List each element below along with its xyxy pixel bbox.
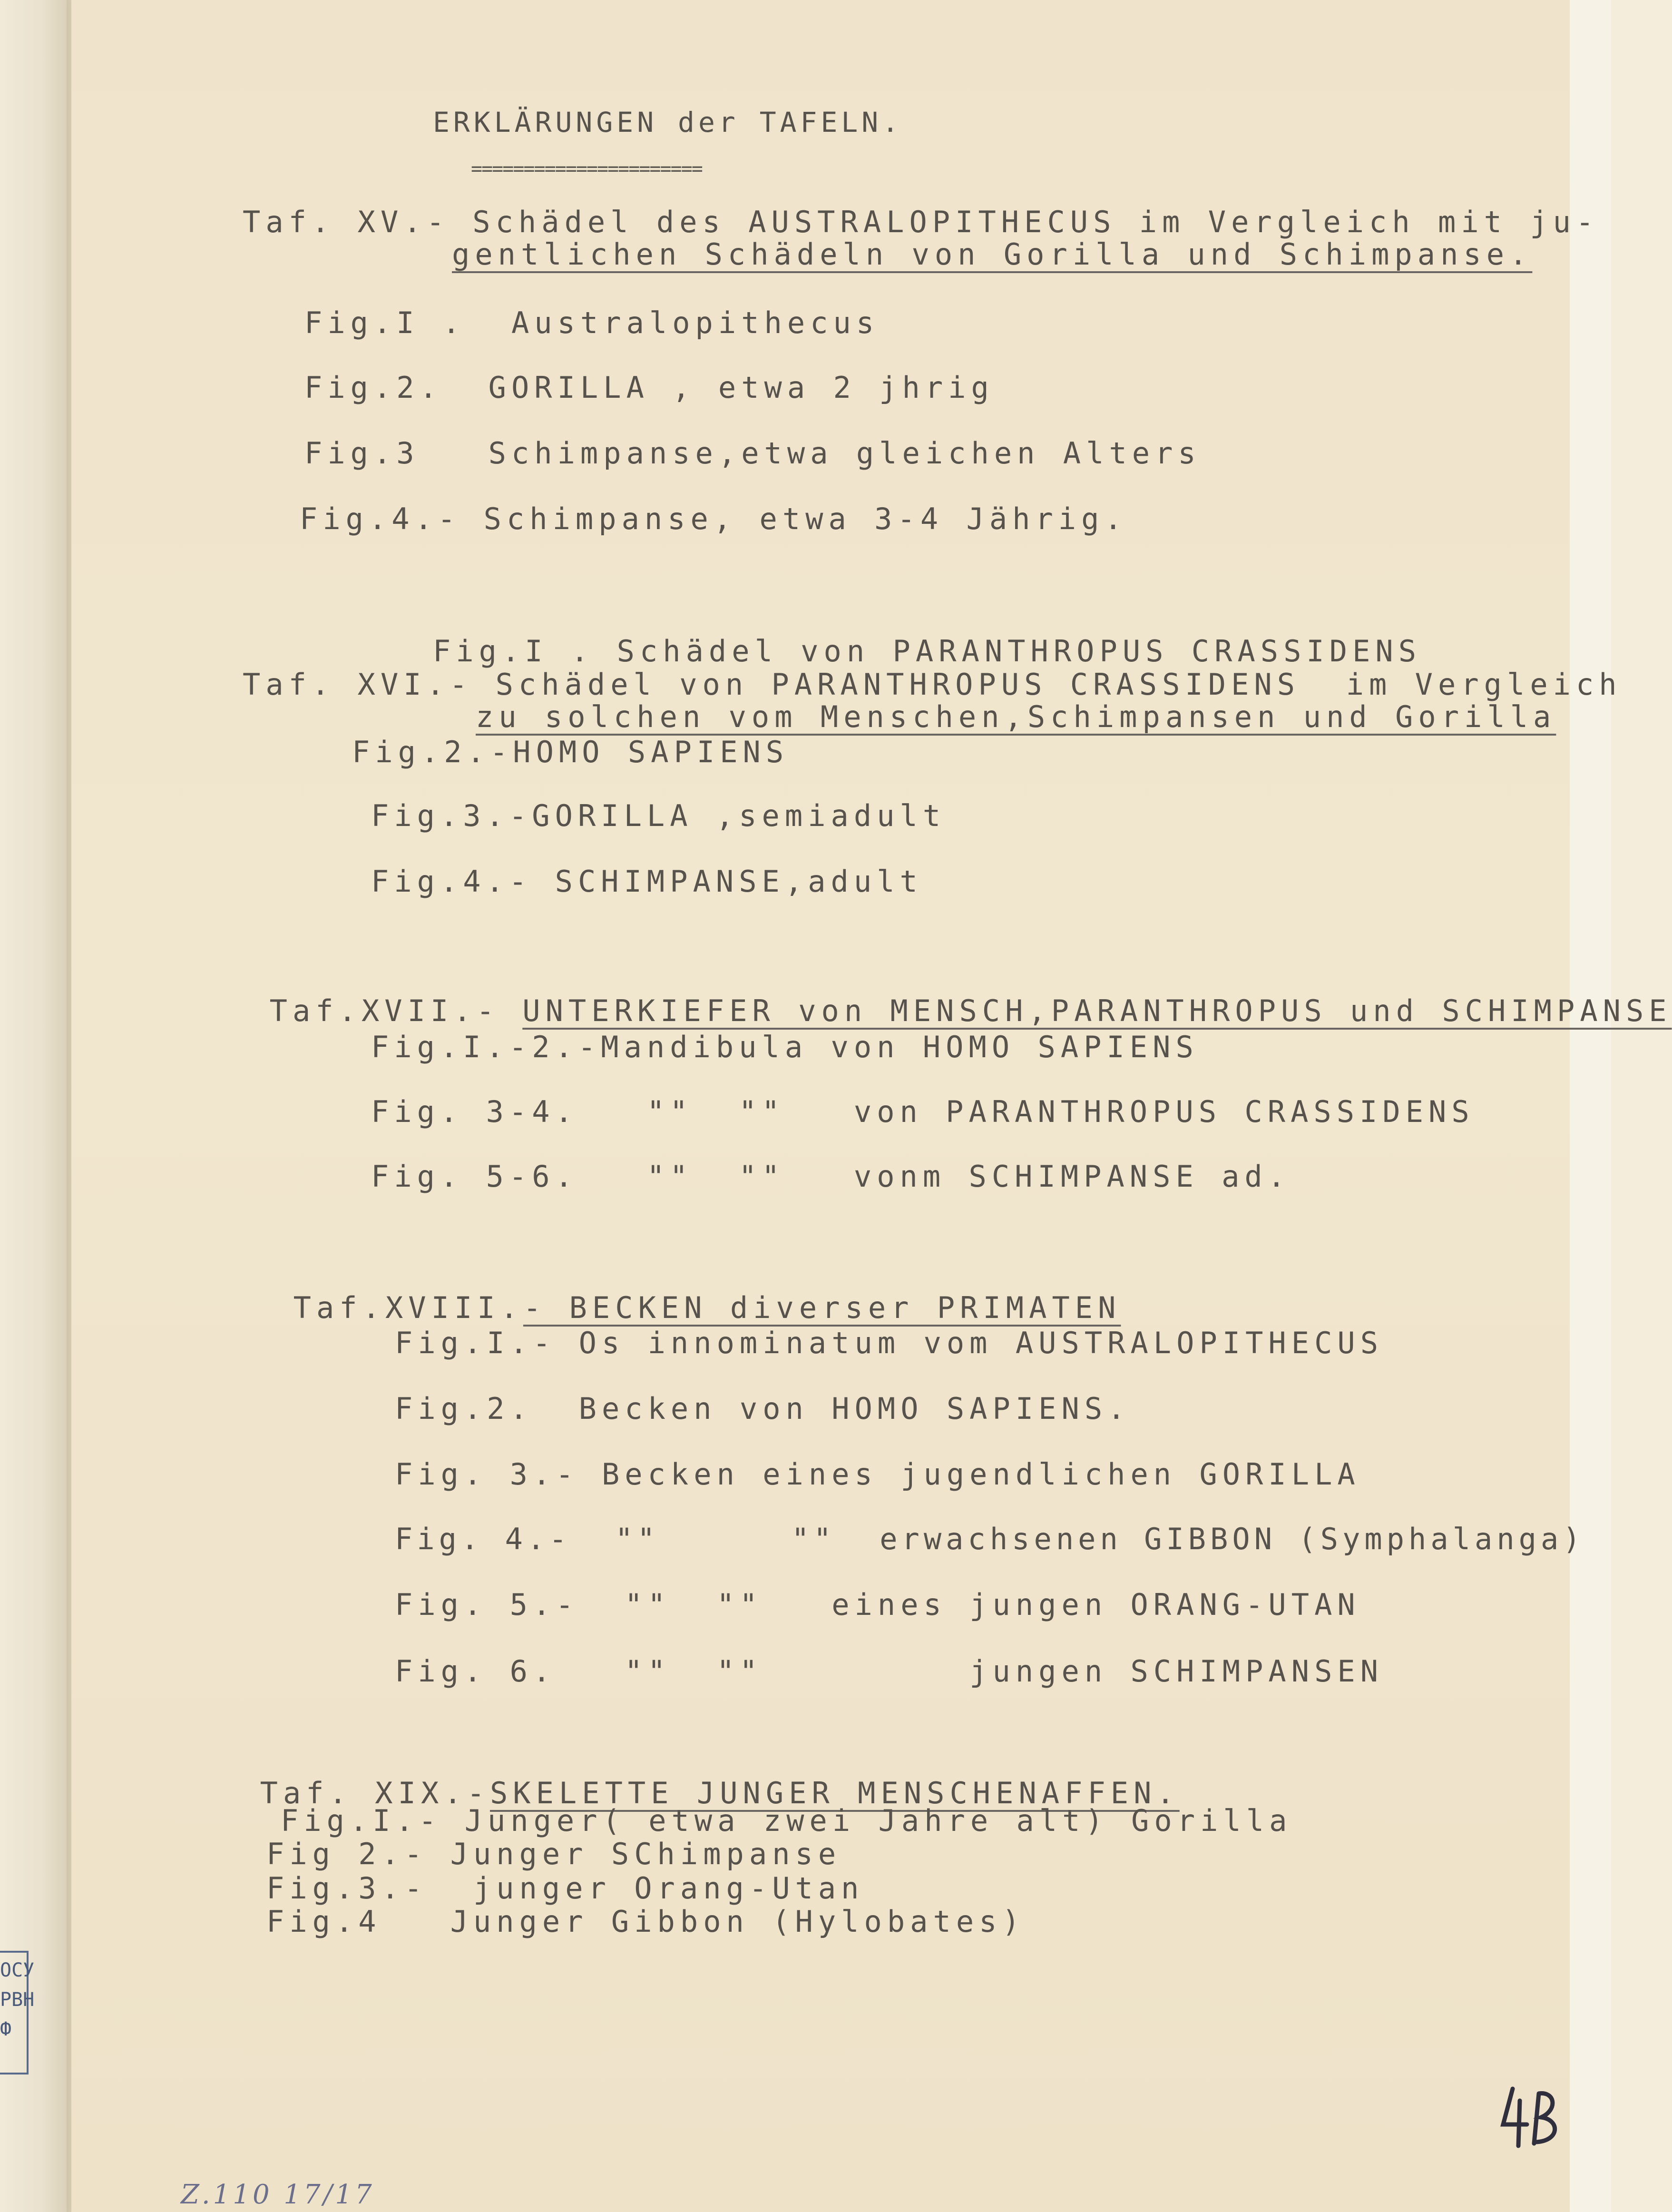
fig-line: Fig. 5.- "" "" eines jungen ORANG-UTAN bbox=[395, 1587, 1360, 1622]
fig-line: Fig.I.-2.-Mandibula von HOMO SAPIENS bbox=[371, 1030, 1199, 1064]
fig-line: Fig. 3.- Becken eines jugendlichen GORILLA bbox=[395, 1457, 1360, 1492]
fig-line: Fig.3.-GORILLA ,semiadult bbox=[371, 798, 946, 833]
stamp-line: Ф bbox=[0, 2018, 12, 2040]
section-heading-taf-xvi-cont: zu solchen vom Menschen,Schimpansen und Gorilla bbox=[476, 699, 1556, 734]
stamp-line: РВН bbox=[0, 1989, 35, 2011]
fig-line: Fig.4 Junger Gibbon (Hylobates) bbox=[266, 1904, 1025, 1939]
title-rule: ====================== bbox=[471, 158, 702, 180]
fig-line: Fig.3 Schimpanse,etwa gleichen Alters bbox=[304, 436, 1201, 471]
fig-line: Fig.I . Schädel von PARANTHROPUS CRASSIDENS bbox=[433, 634, 1422, 669]
document-title: ERKLÄRUNGEN der TAFELN. bbox=[433, 106, 903, 138]
fig-line: Fig.I . Australopithecus bbox=[304, 305, 880, 340]
fig-line: Fig.2.-HOMO SAPIENS bbox=[352, 735, 789, 769]
section-heading-taf-xix bbox=[214, 1749, 1180, 1808]
fig-line: Fig 2.- Junger SChimpanse bbox=[266, 1837, 841, 1871]
section-heading-taf-xviii bbox=[247, 1264, 1121, 1323]
fig-line: Fig.I.- Os innominatum vom AUSTRALOPITHECUS bbox=[395, 1326, 1384, 1360]
right-margin bbox=[1570, 0, 1611, 2212]
section-label: Taf. XIX.- bbox=[260, 1776, 490, 1810]
fig-line: Fig. 4.- "" "" erwachsenen GIBBON (Symphalanga) bbox=[395, 1522, 1585, 1556]
fig-line: Fig. 6. "" "" jungen SCHIMPANSEN bbox=[395, 1654, 1384, 1689]
fig-line: Fig. 3-4. "" "" von PARANTHROPUS CRASSIDENS bbox=[371, 1094, 1475, 1129]
fig-line: Fig.4.- Schimpanse, etwa 3-4 Jährig. bbox=[300, 501, 1127, 536]
section-title: - BECKEN diverser PRIMATEN bbox=[523, 1290, 1121, 1325]
handwritten-page-number bbox=[1494, 2079, 1565, 2155]
section-heading-taf-xvii bbox=[224, 967, 1672, 1026]
section-title: UNTERKIEFER von MENSCH,PARANTHROPUS und SCHIMPANSE bbox=[522, 993, 1672, 1028]
section-heading-taf-xvi: Taf. XVI.- Schädel von PARANTHROPUS CRASSIDENS im Vergleich bbox=[243, 667, 1622, 702]
archive-stamp bbox=[0, 1951, 35, 2074]
fig-line: Fig.I.- Junger( etwa zwei Jahre alt) Gorilla bbox=[281, 1803, 1292, 1838]
section-title: SKELETTE JUNGER MENSCHENAFFEN. bbox=[489, 1776, 1180, 1810]
backing-page bbox=[0, 0, 71, 2212]
section-heading-taf-xv: Taf. XV.- Schädel des AUSTRALOPITHECUS im Vergleich mit ju- bbox=[243, 205, 1599, 239]
fig-line: Fig.2. GORILLA , etwa 2 jhrig bbox=[304, 370, 994, 405]
section-label: Taf.XVIII. bbox=[293, 1290, 523, 1325]
fig-line: Fig.3.- junger Orang-Utan bbox=[266, 1871, 864, 1906]
section-heading-taf-xv-cont: gentlichen Schädeln von Gorilla und Schimpanse. bbox=[452, 237, 1533, 272]
fig-line: Fig. 5-6. "" "" vonm SCHIMPANSE ad. bbox=[371, 1159, 1291, 1194]
archive-number: Z.110 17/17 bbox=[181, 2179, 375, 2210]
stamp-line: ОСУ bbox=[0, 1959, 35, 1981]
fig-line: Fig.4.- SCHIMPANSE,adult bbox=[371, 864, 923, 899]
fig-line: Fig.2. Becken von HOMO SAPIENS. bbox=[395, 1391, 1131, 1426]
section-label: Taf.XVII.- bbox=[269, 993, 523, 1028]
